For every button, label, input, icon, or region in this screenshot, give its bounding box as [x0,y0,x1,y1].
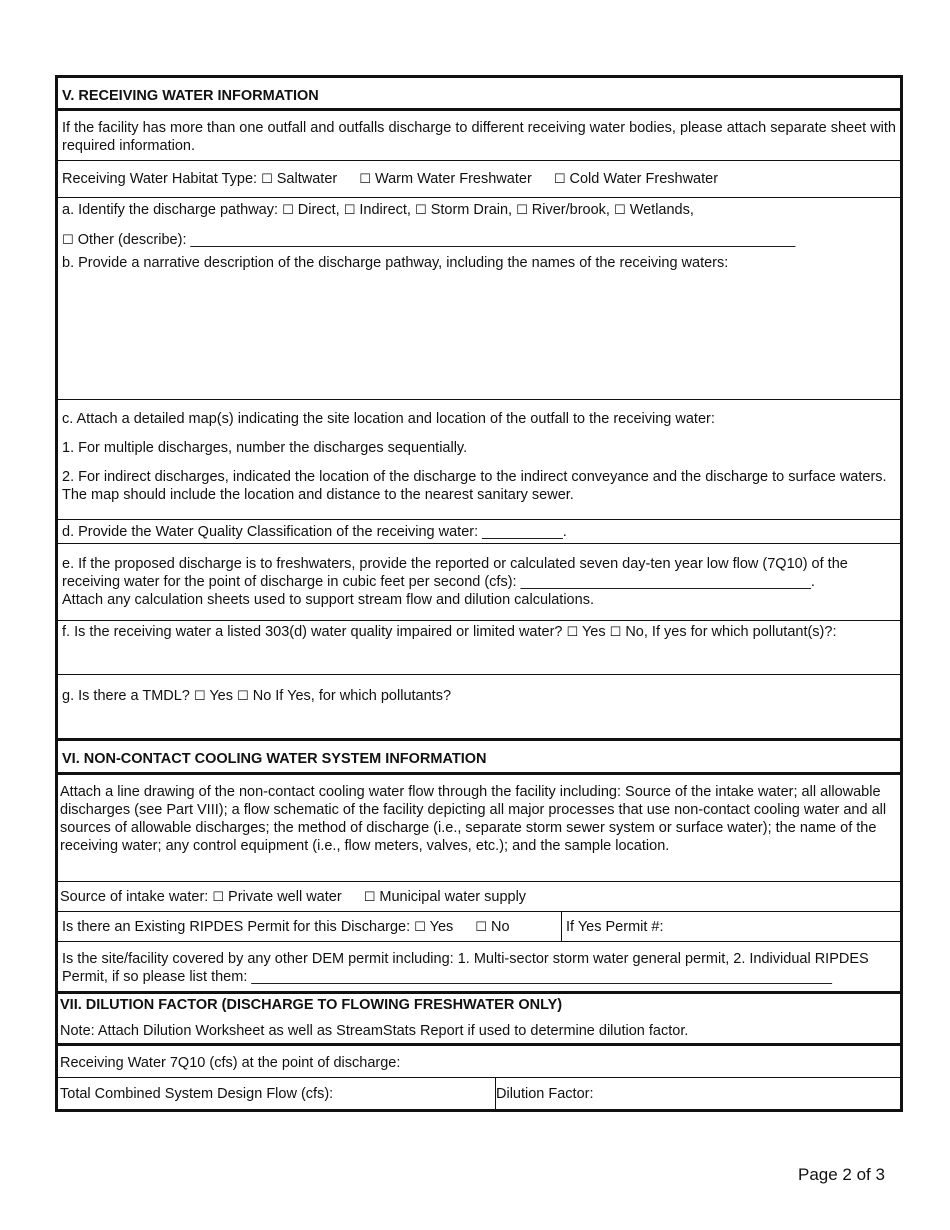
intake-source-label: Source of intake water: [60,889,209,905]
checkbox-icon[interactable]: ☐ [363,890,376,905]
question-a [62,201,896,220]
question-b: b. Provide a narrative description of the discharge pathway, including the names of the receiving waters: [62,255,729,271]
permit-no: No [490,919,510,935]
dilution-factor-label: Dilution Factor: [496,1086,594,1102]
checkbox-icon[interactable]: ☐ [516,203,528,218]
checkbox-icon[interactable]: ☐ [343,203,356,218]
checkbox-icon[interactable]: ☐ [261,172,273,187]
tmdl-no-tail: No If Yes, for which pollutants? [252,688,452,704]
checkbox-icon[interactable]: ☐ [475,920,487,935]
checkbox-icon[interactable]: ☐ [614,203,626,218]
question-c2: 2. For indirect discharges, indicated the location of the discharge to the indirect conveyance and the discharge to surface waters. The map should include the location and distance to the nearest sanitary sewer. [62,469,887,503]
question-d[interactable]: d. Provide the Water Quality Classification of the receiving water: __________. [62,524,567,540]
map-attachment-row [58,400,900,520]
design-flow-cell[interactable] [58,1078,495,1109]
other-permit-row [58,942,900,994]
section-6-title: VI. NON-CONTACT COOLING WATER SYSTEM INFORMATION [62,751,487,767]
intake-source-row [58,882,900,912]
checkbox-icon[interactable]: ☐ [193,689,206,704]
section-5-header [58,78,900,111]
section-7-title: VII. DILUTION FACTOR (DISCHARGE TO FLOWING FRESHWATER ONLY) [60,997,563,1013]
section-6-intro: Attach a line drawing of the non-contact cooling water flow through the facility including: Source of the intake water; all allowable discharges (see Part VIII); a flow schematic of the facility depicting all major processes that use non-contact cooling water and all sources of allowable discharges; the method of discharge (i.e., separate storm sewer system or surface water); the name of the receiving water; any control equipment (i.e., flow meters, valves, etc.); and the sample location. [60,784,887,854]
dilution-factor-cell[interactable] [495,1078,900,1109]
page-number: Page 2 of 3 [798,1165,885,1184]
design-flow-row [58,1078,900,1109]
pathway-option-wetlands: Wetlands, [629,202,694,218]
tmdl-row [58,675,900,741]
checkbox-icon[interactable]: ☐ [414,920,426,935]
permit-number-cell[interactable] [561,912,900,941]
section-5-title: V. RECEIVING WATER INFORMATION [62,88,319,104]
existing-permit-label: Is there an Existing RIPDES Permit for this Discharge: [62,919,411,935]
receiving-7q10-row[interactable] [58,1046,900,1078]
section-7-note: Note: Attach Dilution Worksheet as well as StreamStats Report if used to determine dilution factor. [60,1023,689,1039]
pathway-option-storm-drain: Storm Drain, [430,202,513,218]
question-a-other [62,231,896,250]
low-flow-row [58,544,900,621]
habitat-type-row [58,161,900,198]
intake-option-private-well: Private well water [228,889,342,905]
question-e[interactable]: e. If the proposed discharge is to freshwaters, provide the reported or calculated seven day-ten year low flow (7Q10) of the receiving water for the point of discharge in cubic feet per second (cfs): ____________________________________. [62,556,848,590]
habitat-option-cold-freshwater: Cold Water Freshwater [569,171,719,187]
other-permit-question[interactable]: Is the site/facility covered by any other DEM permit including: 1. Multi-sector storm water general permit, 2. Individual RIPDES Permit, if so please list them: ________________________________________________________________________ [62,951,869,985]
question-c1: 1. For multiple discharges, number the discharges sequentially. [62,440,468,456]
impaired-water-row [58,621,900,675]
tmdl-yes: Yes [209,688,233,704]
checkbox-icon[interactable]: ☐ [415,203,427,218]
existing-permit-question [58,912,561,941]
checkbox-icon[interactable]: ☐ [566,625,579,640]
discharge-pathway-row [58,198,900,400]
question-e-note: Attach any calculation sheets used to support stream flow and dilution calculations. [62,592,594,608]
water-quality-class-row [58,520,900,544]
checkbox-icon[interactable]: ☐ [609,625,622,640]
section-6-header [58,741,900,775]
checkbox-icon[interactable]: ☐ [282,203,294,218]
pathway-option-direct: Direct, [297,202,340,218]
section-6-intro-row [58,775,900,882]
question-f: f. Is the receiving water a listed 303(d) water quality impaired or limited water? [62,624,563,640]
permit-yes: Yes [429,919,454,935]
intake-option-municipal: Municipal water supply [379,889,527,905]
impaired-no-tail: No, If yes for which pollutant(s)?: [625,624,837,640]
question-g: g. Is there a TMDL? [62,688,190,704]
habitat-type-label: Receiving Water Habitat Type: [62,171,258,187]
section-7-header [58,994,900,1046]
checkbox-icon[interactable]: ☐ [359,172,371,187]
section-5-intro: If the facility has more than one outfall and outfalls discharge to different receiving water bodies, please attach separate sheet with required information. [62,120,896,154]
impaired-yes: Yes [581,624,606,640]
habitat-option-saltwater: Saltwater [276,171,338,187]
section-5-intro-row [58,111,900,161]
receiving-7q10-label: Receiving Water 7Q10 (cfs) at the point of discharge: [60,1055,401,1071]
checkbox-icon[interactable]: ☐ [237,689,249,704]
existing-permit-row [58,912,900,942]
question-c: c. Attach a detailed map(s) indicating the site location and location of the outfall to the receiving water: [62,411,715,427]
pathway-option-river-brook: River/brook, [531,202,610,218]
permit-number-label: If Yes Permit #: [566,919,664,935]
pathway-other-field[interactable]: Other (describe): ___________________________________________________________________________ [77,232,796,248]
question-a-label: a. Identify the discharge pathway: [62,202,279,218]
design-flow-label: Total Combined System Design Flow (cfs): [60,1086,334,1102]
checkbox-icon[interactable]: ☐ [553,172,566,187]
checkbox-icon[interactable]: ☐ [212,890,224,905]
form-page-2 [55,75,903,1112]
checkbox-icon[interactable]: ☐ [62,233,74,248]
habitat-option-warm-freshwater: Warm Water Freshwater [374,171,532,187]
pathway-option-indirect: Indirect, [359,202,411,218]
